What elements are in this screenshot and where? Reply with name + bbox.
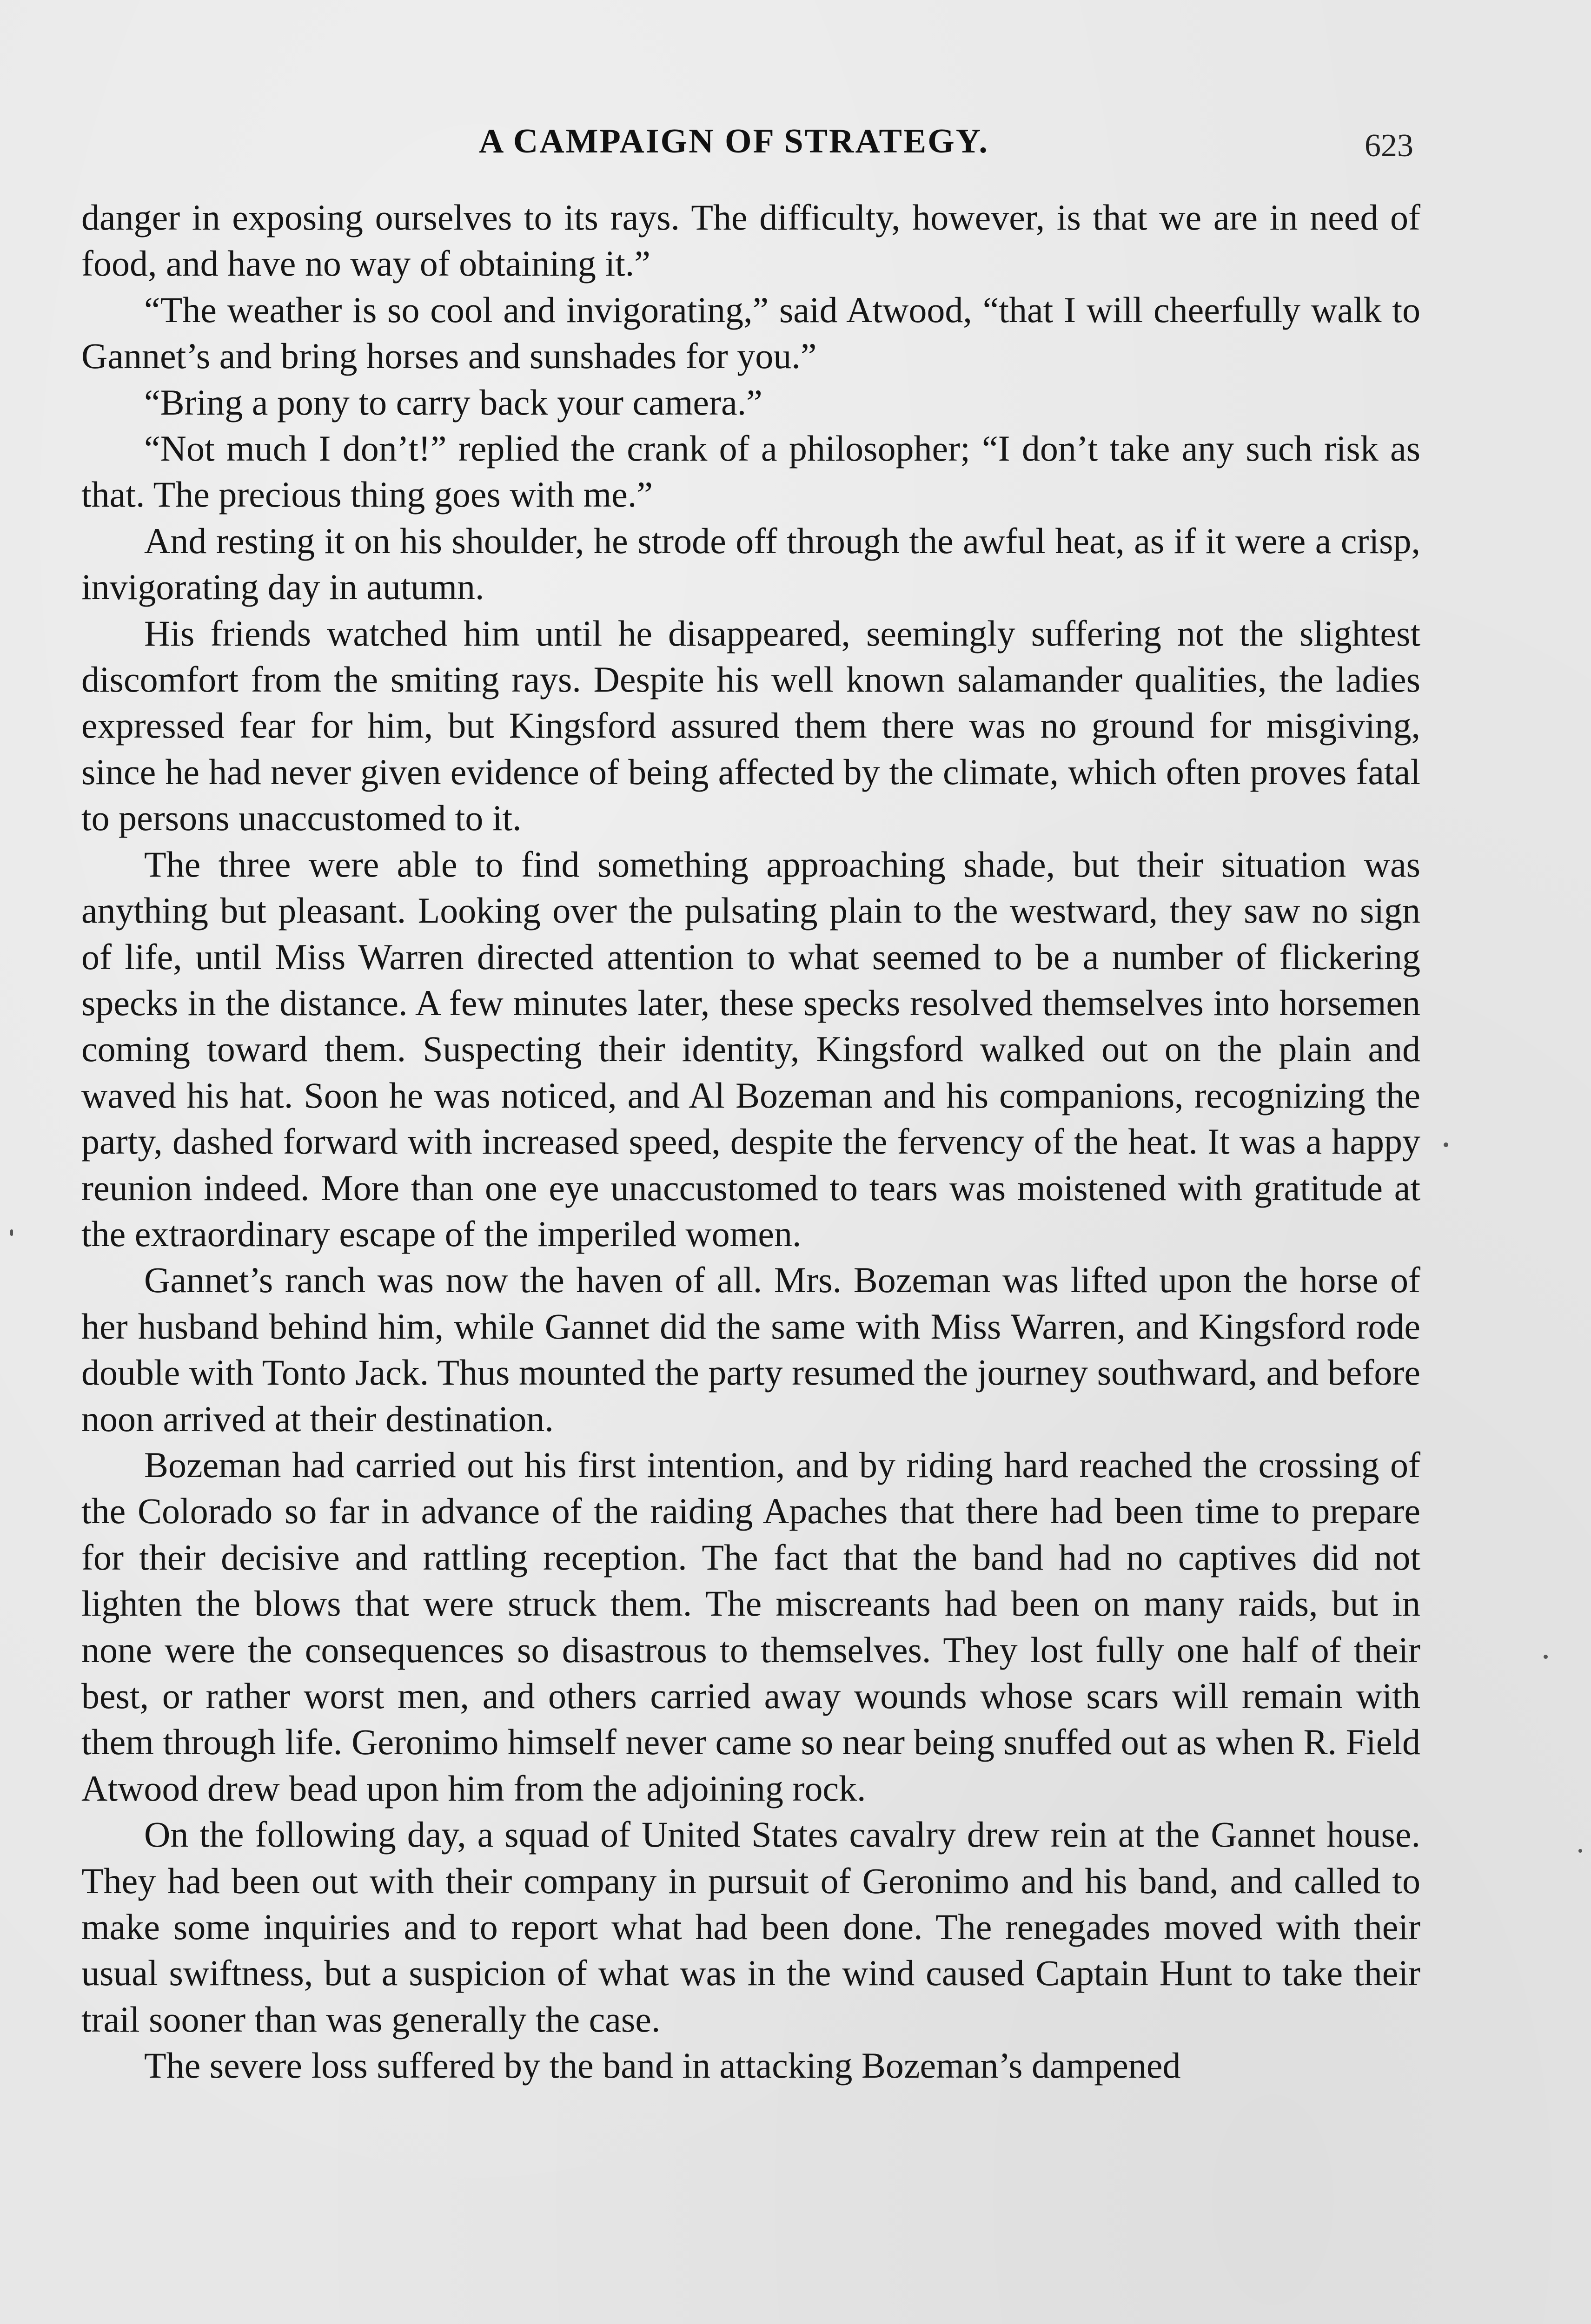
scan-speck — [1578, 1849, 1582, 1853]
paragraph: The three were able to find something approaching shade, but their situation was anything but pleasant. Looking over the pulsating plain to the westward, they saw no sign of life, until Miss Warren directed attention to what seemed to be a number of flickering specks in the distance. A few minutes later, these specks resolved themselves into horsemen coming toward them. Suspecting their identity, Kingsford walked out on the plain and waved his hat. Soon he was noticed, and Al Bozeman and his companions, recognizing the party, dashed forward with increased speed, despite the fervency of the heat. It was a happy reunion indeed. More than one eye unaccustomed to tears was moistened with gratitude at the extraordinary escape of the imperiled women. — [81, 844, 1420, 1254]
running-title: A CAMPAIGN OF STRATEGY. — [479, 122, 989, 160]
paragraph: The severe loss suffered by the band in attacking Bozeman’s dampened — [144, 2045, 1181, 2086]
paragraph: danger in exposing ourselves to its rays. The difficulty, however, is that we are in need of food, and have no way of obtaining it.” — [81, 197, 1420, 284]
paragraph: “Not much I don’t!” replied the crank of a philosopher; “I don’t take any such risk as that. The precious thing goes with me.” — [81, 428, 1420, 515]
body-text — [81, 194, 1420, 2089]
paragraph: “Bring a pony to carry back your camera.” — [144, 382, 762, 423]
paragraph: Bozeman had carried out his first intention, and by riding hard reached the crossing of the Colorado so far in advance of the raiding Apaches that there had been time to prepare for their decisive and rattling reception. The fact that the band had no captives did not lighten the blows that were struck them. The miscreants had been on many raids, but in none were the consequences so disastrous to themselves. They lost fully one half of their best, or rather worst men, and others carried away wounds whose scars will remain with them through life. Geronimo himself never came so near being snuffed out as when R. Field Atwood drew bead upon him from the adjoining rock. — [81, 1444, 1420, 1809]
paragraph: Gannet’s ranch was now the haven of all. Mrs. Bozeman was lifted upon the horse of her husband behind him, while Gannet did the same with Miss Warren, and Kingsford rode double with Tonto Jack. Thus mounted the party resumed the journey southward, and before noon arrived at their destination. — [81, 1260, 1420, 1439]
paragraph: His friends watched him until he disappeared, seemingly suffering not the slightest discomfort from the smiting rays. Despite his well known salamander qualities, the ladies expressed fear for him, but Kingsford assured them there was no ground for misgiving, since he had never given evidence of being affected by the climate, which often proves fatal to persons unaccustomed to it. — [81, 613, 1420, 838]
scan-speck — [1544, 1655, 1548, 1659]
scan-speck — [10, 1229, 13, 1236]
scan-speck — [1444, 1142, 1448, 1147]
paragraph: “The weather is so cool and invigorating,” said Atwood, “that I will cheerfully walk to Gannet’s and bring horses and sunshades for you.” — [81, 289, 1420, 376]
paragraph: On the following day, a squad of United States cavalry drew rein at the Gannet house. They had been out with their company in pursuit of Geronimo and his band, and called to make some inquiries and to report what had been done. The renegades moved with their usual swiftness, but a suspicion of what was in the wind caused Captain Hunt to take their trail sooner than was generally the case. — [81, 1814, 1420, 2040]
paragraph: And resting it on his shoulder, he strode off through the awful heat, as if it were a crisp, invigorating day in autumn. — [81, 520, 1420, 607]
page-header — [0, 122, 1591, 173]
page-number: 623 — [1365, 128, 1413, 164]
